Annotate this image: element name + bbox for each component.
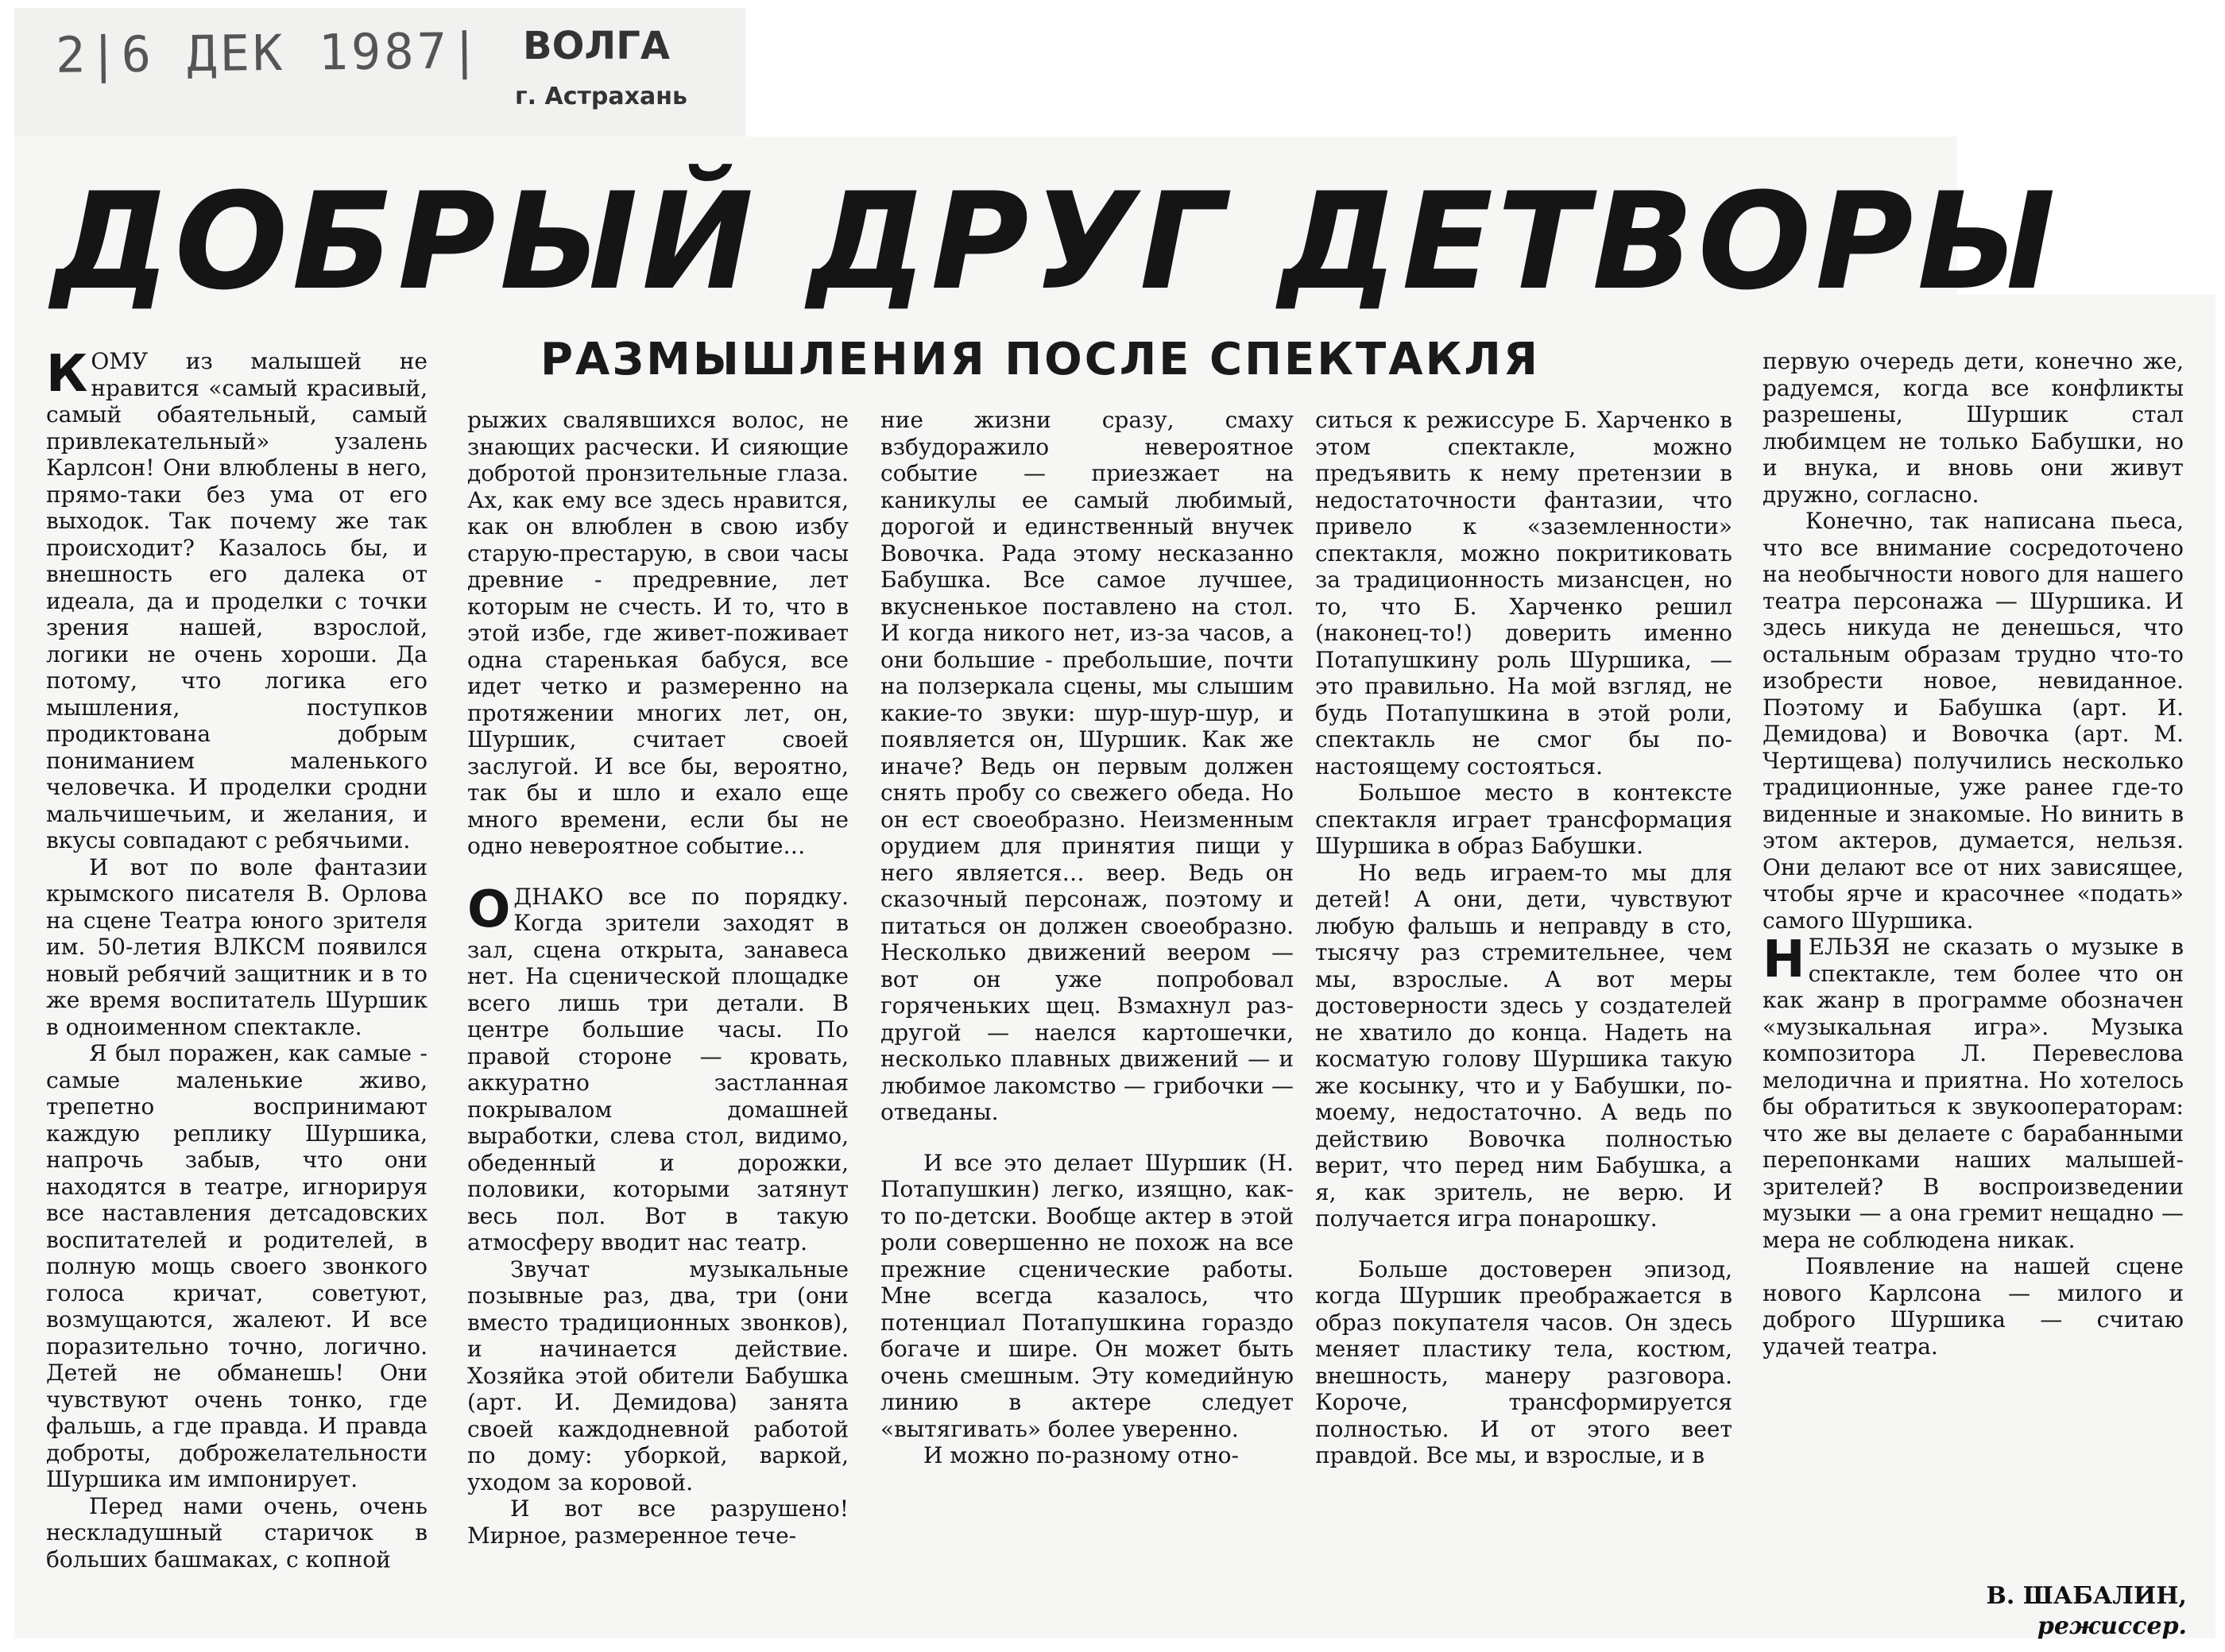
paragraph: Больше достоверен эпизод, когда Шуршик преображается в образ покупателя часов. Он здесь меняет пластику тела, костюм, внешность, манеру разговора. Короче, трансформируется полностью. И от этого веет правдой. Все мы, и взрослые, и в [1315,1255,1732,1468]
date-stamp: 2|6 ДЕК 1987| [55,21,483,84]
paragraph: И все это делает Шуршик (Н. Потапушкин) легко, изящно, как-то по-детски. Вообще актер в этой роли совершенно не похож на все прежние сценические работы. Мне всегда казалось, что потенциал Потапушкина гораздо богаче и шире. Он может быть очень смешным. Эту комедийную линию в актере следует «вытягивать» более уверенно. [880,1149,1294,1442]
text-column-1 [46,348,428,1631]
author-role: режиссер. [2037,1612,2187,1640]
paragraph: Конечно, так написана пьеса, что все внимание сосредоточено на необычности нового для нашего театра персонажа — Шуршика. И здесь никуда не денешься, что остальным образам трудно что-то изобрести новое, невиданное. Поэтому и Бабушка (арт. И. Демидова) и Вовочка (арт. М. Чертищева) получились несколько традиционные, уже ранее где-то виденные и знакомые. Но винить в этом актеров, думается, нельзя. Они делают все от них зависящее, чтобы ярче и красочнее «подать» самого Шуршика. [1763,508,2184,934]
paragraph: Перед нами очень, очень нескладушный старичок в больших башмаках, с копной [46,1492,428,1573]
paragraph: И вот все разрушено! Мирное, размеренное тече- [467,1495,849,1549]
paragraph: НЕЛЬЗЯ не сказать о музыке в спектакле, тем более что он как жанр в программе обозначен «музыкальная игра». Музыка композитора Л. Перевеслова мелодична и приятна. Но хотелось бы обратиться к звукооператорам: что же вы делаете с барабанными перепонками наших малышей-зрителей? В воспроизведении музыки — а она гремит нещадно — мера не соблюдена никак. [1763,930,2184,1253]
article-subheadline: РАЗМЫШЛЕНИЯ ПОСЛЕ СПЕКТАКЛЯ [540,334,1540,385]
drop-cap: О [467,880,511,939]
text-column-5 [1763,348,2184,1576]
paragraph: Появление на нашей сцене нового Карлсона — милого и доброго Шуршика — считаю удачей театра. [1763,1253,2184,1360]
drop-cap: К [46,348,88,404]
paragraph: Большое место в контексте спектакля играет трансформация Шуршика в образ Бабушки. [1315,780,1732,859]
author-signature [1987,1581,2187,1642]
paragraph: И можно по-разному отно- [923,1442,1240,1468]
text-column-2 [467,407,849,1631]
author-name: В. ШАБАЛИН, [1986,1582,2187,1610]
paragraph: Я был поражен, как самые - самые маленькие живо, трепетно воспринимают каждую реплику Шуршика, напрочь забыв, что они находятся в театре, игнорируя все наставления детсадовских воспитателей и родителей, в полную мощь своего звонкого голоса кричат, советуют, возмущаются, жалеют. И все поразительно точно, логично. Детей не обманешь! Они чувствуют очень тонко, где фальшь, а где правда. И правда доброты, доброжелательности Шуршика им импонирует. [46,1040,428,1492]
paragraph: ОДНАКО все по порядку. Когда зрители заходят в зал, сцена открыта, занавеса нет. На сценической площадке всего лишь три детали. В центре большие часы. По правой стороне — кровать, аккуратно застланная покрывалом домашней выработки, слева стол, видимо, обеденный и дорожки, половики, которыми затянут весь пол. Вот в такую атмосферу вводит нас театр. [467,880,849,1255]
paragraph: ние жизни сразу, смаху взбудоражило невероятное событие — приезжает на каникулы ее самый любимый, дорогой и единственный внучек Вовочка. Рада этому несказанно Бабушка. Все самое лучшее, вкусненькое поставлено на стол. И когда никого нет, из-за часов, а они большие - пребольшие, почти на ползеркала сцены, мы слышим какие-то звуки: шур-шур-шур, и появляется он, Шуршик. Как же иначе? Ведь он первым должен снять пробу со свежего обеда. Но он ест своеобразно. Неизменным орудием для принятия пищи у него является… веер. Ведь он сказочный персонаж, поэтому и питаться он должен своеобразно. Несколько движений веером — вот он уже попробовал горяченьких щец. Взмахнул раз-другой — наелся картошечки, несколько плавных движений — и любимое лакомство — грибочки — отведаны. [880,407,1294,1125]
paragraph: первую очередь дети, конечно же, радуемся, когда все конфликты разрешены, Шуршик стал любимцем не только Бабушки, но и внука, и вновь они живут дружно, согласно. [1763,348,2184,508]
paragraph: Но ведь играем-то мы для детей! А они, дети, чувствуют любую фальшь и неправду в сто, тысячу раз стремительнее, чем мы, взрослые. А вот меры достоверности здесь у создателей не хватило до конца. Надеть на косматую голову Шуршика такую же косынку, что и у Бабушки, по-моему, недостаточно. А ведь по действию Вовочка полностью верит, что перед ним Бабушка, а я, как зритель, не верю. И получается игра понарошку. [1315,859,1732,1232]
publication-name: ВОЛГА [523,24,670,68]
paragraph: КОМУ из малышей не нравится «самый красивый, самый обаятельный, самый привлекательный» узалень Карлсон! Они влюблены в него, прямо-таки без ума от его выходок. Так почему же так происходит? Казалось бы, и внешность его далека от идеала, да и проделки с точки зрения нашей, взрослой, логики не очень хороши. Да потому, что логика его мышления, поступков продиктована добрым пониманием маленького человечка. И проделки сродни мальчишечьим, и желания, и вкусы совпадают с ребячьими. [46,348,428,853]
paragraph: ситься к режиссуре Б. Харченко в этом спектакле, можно предъявить к нему претензии в недостаточности фантазии, что привело к «заземленности» спектакля, можно покритиковать за традиционность мизансцен, но то, что Б. Харченко решил (наконец-то!) доверить именно Потапушкину роль Шуршика, — это правильно. На мой взгляд, не будь Потапушкина в этой роли, спектакль не смог бы по-настоящему состояться. [1315,407,1732,780]
text-column-3 [880,407,1294,1631]
text-column-4 [1315,407,1732,1631]
paragraph: Звучат музыкальные позывные раз, два, три (они вместо традиционных звонков), и начинается действие. Хозяйка этой обители Бабушка (арт. И. Демидова) занята своей каждодневной работой по дому: уборкой, варкой, уходом за коровой. [467,1255,849,1495]
publication-city: г. Астрахань [515,83,687,110]
article-headline: ДОБРЫЙ ДРУГ ДЕТВОРЫ [52,164,2060,319]
paragraph: И вот по воле фантазии крымского писателя В. Орлова на сцене Театра юного зрителя им. 50-летия ВЛКСМ появился новый ребячий защитник и в то же время воспитатель Шуршик в одноименном спектакле. [46,853,428,1040]
paragraph: рыжих свалявшихся волос, не знающих расчески. И сияющие добротой пронзительные глаза. Ах, как ему все здесь нравится, как он влюблен в свою избу старую-престарую, в свои часы древние - предревние, лет которым не счесть. И то, что в этой избе, где живет-поживает одна старенькая бабуся, все идет четко и размеренно на протяжении многих лет, он, Шуршик, считает своей заслугой. И все бы, вероятно, так бы и шло и ехало еще много времени, если бы не одно невероятное событие… [467,407,849,859]
drop-cap: Н [1763,930,1805,989]
